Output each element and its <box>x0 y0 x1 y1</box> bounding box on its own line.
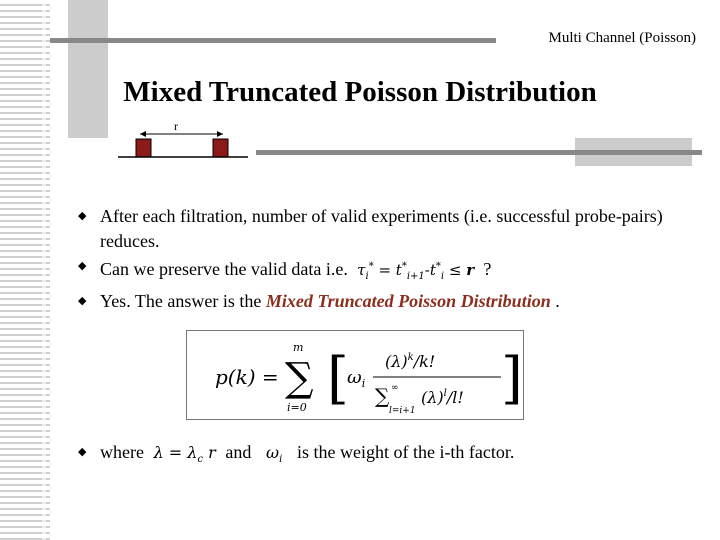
decorative-block-top <box>68 0 108 138</box>
bullet-item-4: ◆ where $\lambda = \lambda_c$ r and $\omega_i$ is the weight of the i-th factor. <box>78 442 515 466</box>
inline-formula: $\tau_i^* = t^*_{i+1}-t^*_i \le r$ <box>352 261 475 282</box>
bullet-list <box>78 204 678 314</box>
svg-text:(λ)k/k!: $(\lambda)^k/k$! <box>385 352 436 371</box>
page-title: Mixed Truncated Poisson Distribution <box>123 76 597 108</box>
omega-formula: $\omega_i$ <box>255 443 283 466</box>
slide-header: Multi Channel (Poisson) <box>548 30 696 46</box>
header-rule <box>50 38 496 43</box>
svg-text:]: ] <box>501 346 523 411</box>
svg-text:p(k) =: p(k) = <box>215 365 279 389</box>
svg-text:∑: ∑ <box>285 355 314 401</box>
bullet-diamond-icon: ◆ <box>78 295 87 307</box>
svg-text:∑: ∑ <box>375 384 390 408</box>
bullet-diamond-icon: ◆ <box>78 446 87 458</box>
bullet-item-3: ◆ Yes. The answer is the Mixed Truncated Poisson Distribution . <box>78 289 678 314</box>
svg-text:∞: ∞ <box>391 383 399 393</box>
svg-text:[: [ <box>327 346 349 411</box>
svg-text:i=0: i=0 <box>287 401 307 414</box>
interval-figure <box>110 118 260 164</box>
bullet-diamond-icon: ◆ <box>78 210 87 222</box>
svg-text:l=i+1: l=i+1 <box>389 406 416 416</box>
figure-arrow-right-head <box>217 131 223 137</box>
marker-right <box>213 139 228 157</box>
svg-text:m: m <box>293 341 304 354</box>
figure-label: r <box>174 119 178 133</box>
mixed-poisson-formula <box>187 331 523 419</box>
figure-arrow-left-head <box>140 131 146 137</box>
lambda-formula: $\lambda = \lambda_c$ r <box>148 443 221 466</box>
svg-text:ωi: $\omega_i$ <box>347 367 366 390</box>
bullet-item-2: ◆ Can we preserve the valid data i.e. $\tau_i^* = t^*_{i+1}-t^*_i \le r$ ? <box>78 254 678 289</box>
title-rule <box>256 150 702 155</box>
bullet-list-2 <box>78 440 678 472</box>
bullet-diamond-icon: ◆ <box>78 260 87 272</box>
svg-text:(λ)l/l!: $(\lambda)^l/l$! <box>421 388 464 407</box>
bullet-item-1: ◆ After each filtration, number of valid experiments (i.e. successful probe-pairs) reduces. <box>78 206 663 251</box>
marker-left <box>136 139 151 157</box>
formula-box <box>186 330 524 420</box>
highlight-term: Mixed Truncated Poisson Distribution <box>265 291 551 311</box>
